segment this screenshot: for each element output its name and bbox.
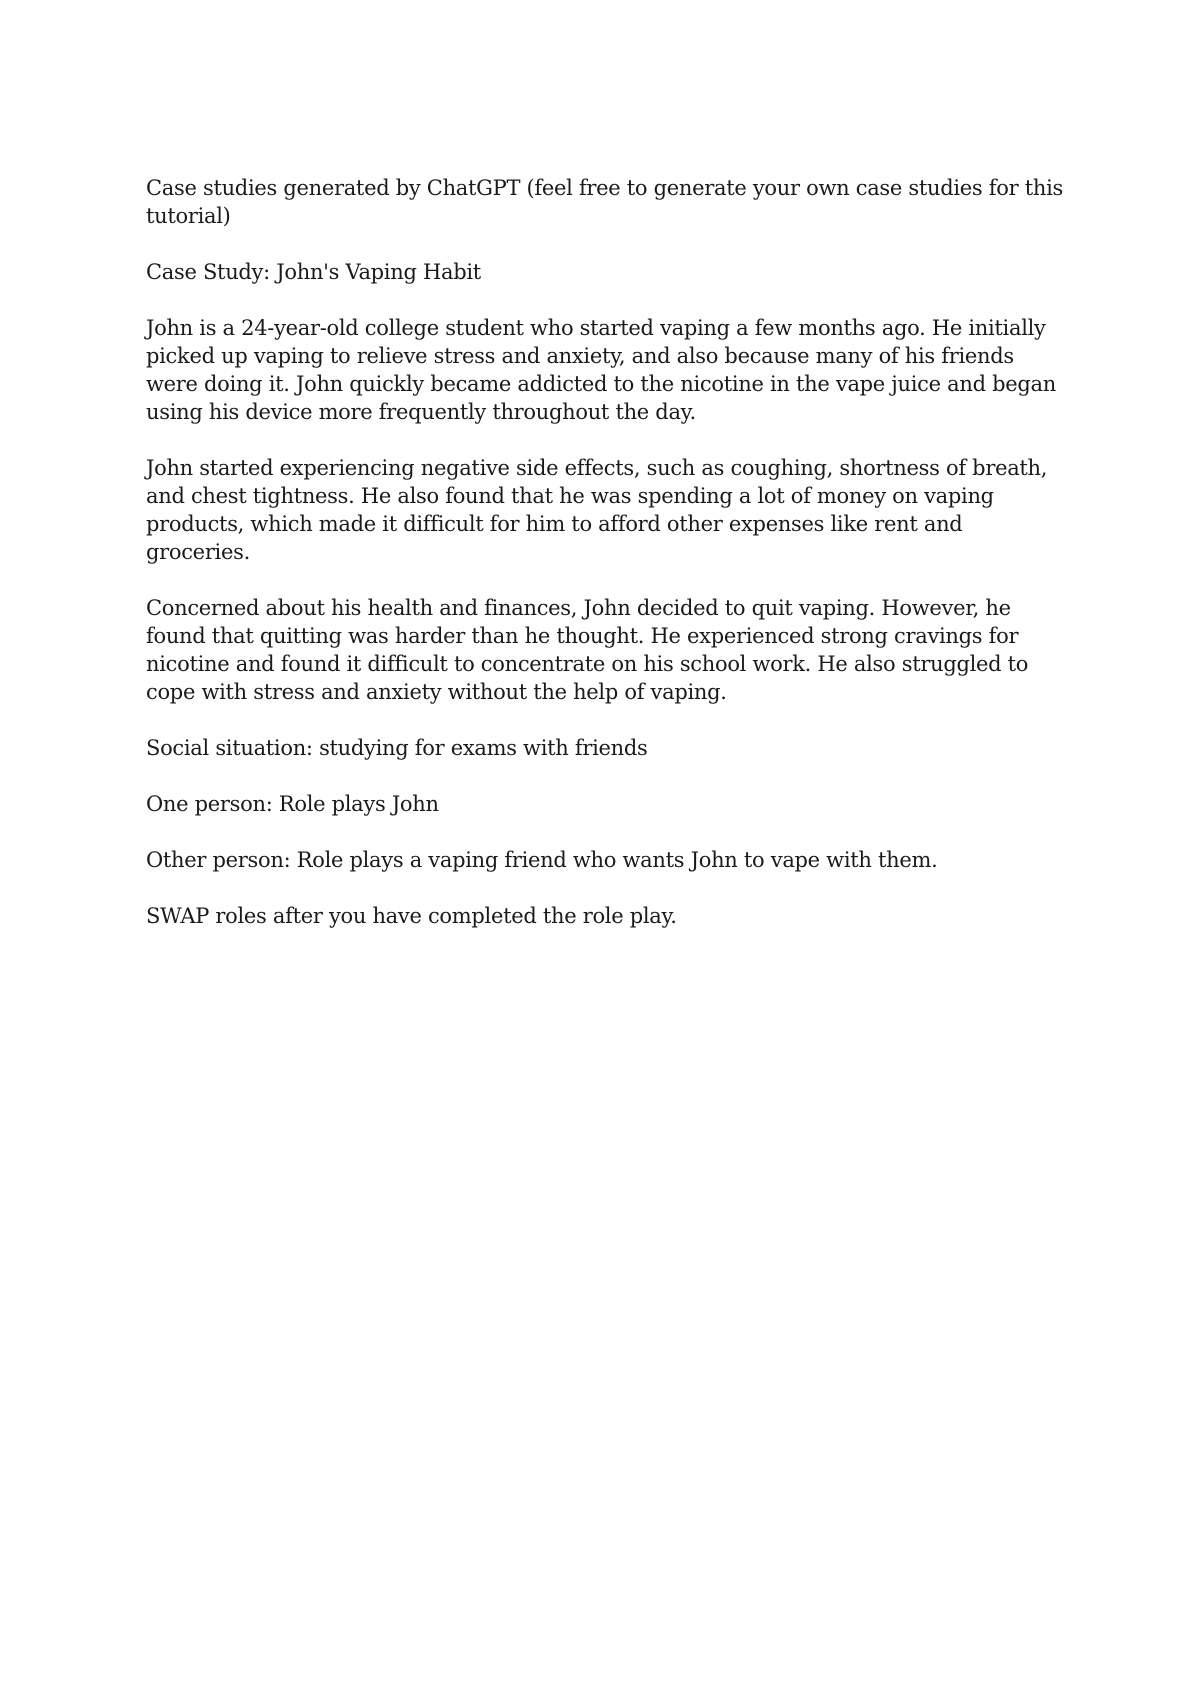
social-situation: Social situation: studying for exams with friends [146, 736, 648, 760]
case-paragraph-side-effects: John started experiencing negative side effects, such as coughing, shortness of breath, and chest tightness. He also found that he was spending a lot of money on vaping products, which made it difficult for him to afford other expenses like rent and groceries. [146, 456, 1048, 564]
case-study-title: Case Study: John's Vaping Habit [146, 260, 481, 284]
intro-note: Case studies generated by ChatGPT (feel free to generate your own case studies for this tutorial) [146, 176, 1063, 228]
role-two: Other person: Role plays a vaping friend who wants John to vape with them. [146, 848, 938, 872]
document-body [146, 174, 1066, 958]
role-one: One person: Role plays John [146, 792, 439, 816]
swap-instruction: SWAP roles after you have completed the role play. [146, 904, 677, 928]
case-paragraph-background: John is a 24-year-old college student who started vaping a few months ago. He initially picked up vaping to relieve stress and anxiety, and also because many of his friends were doing it. John quickly became addicted to the nicotine in the vape juice and began using his device more frequently throughout the day. [146, 316, 1056, 424]
case-paragraph-quitting: Concerned about his health and finances, John decided to quit vaping. However, he found that quitting was harder than he thought. He experienced strong cravings for nicotine and found it difficult to concentrate on his school work. He also struggled to cope with stress and anxiety without the help of vaping. [146, 596, 1029, 704]
